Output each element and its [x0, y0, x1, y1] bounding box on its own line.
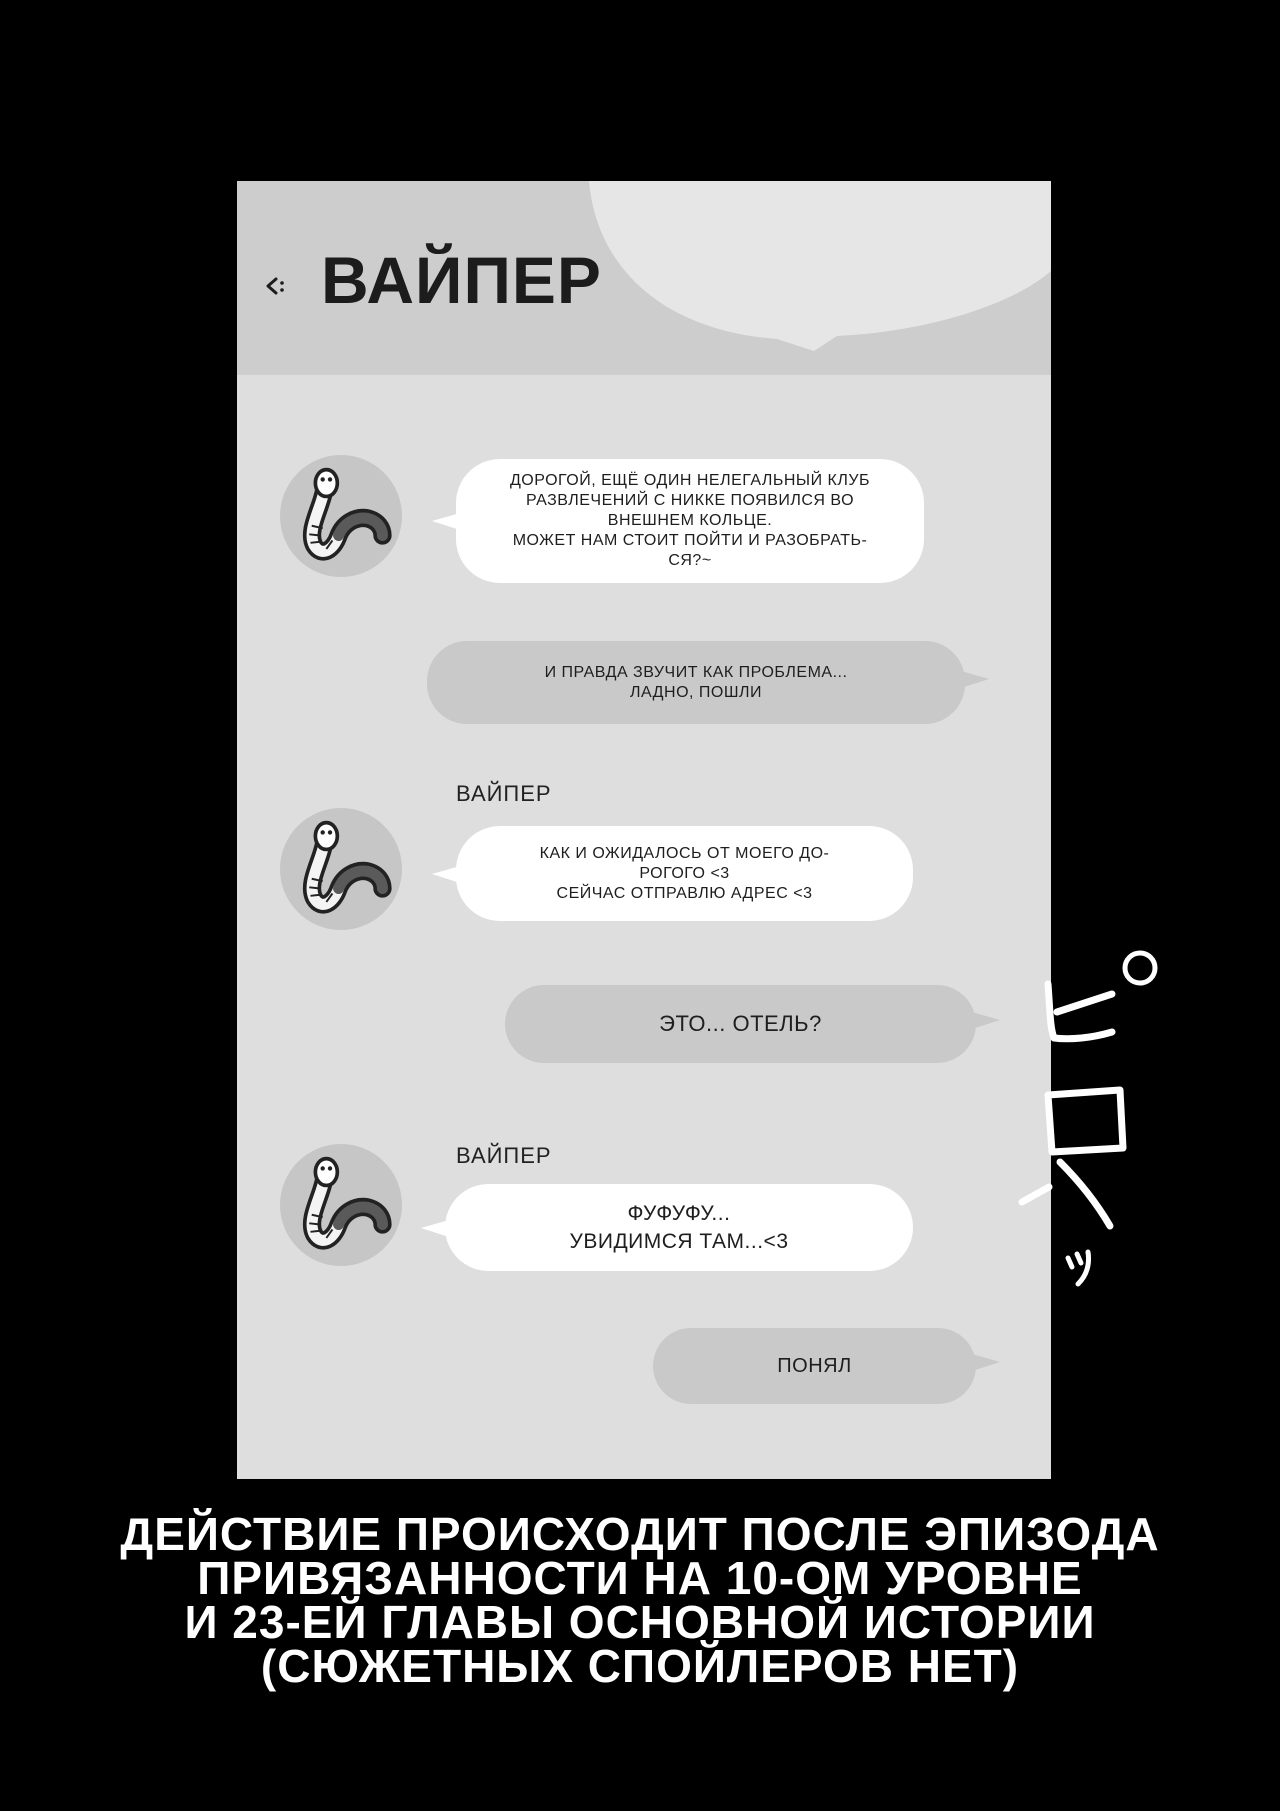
message-bubble-outgoing[interactable]	[505, 985, 976, 1063]
message-text-line: ЭТО... ОТЕЛЬ?	[659, 1011, 822, 1036]
chat-screen	[237, 181, 1051, 1479]
sender-name: ВАЙПЕР	[456, 781, 552, 806]
caption-line: (СЮЖЕТНЫХ СПОЙЛЕРОВ НЕТ)	[260, 1640, 1020, 1692]
message-text-line: ФУФУФУ...	[627, 1201, 731, 1225]
page-caption	[0, 1508, 1280, 1692]
message-text-line: УВИДИМСЯ ТАМ...<3	[569, 1229, 789, 1253]
caption-line: ДЕЙСТВИЕ ПРОИСХОДИТ ПОСЛЕ ЭПИЗОДА	[120, 1508, 1160, 1560]
message-text-line: ДОРОГОЙ, ЕЩЁ ОДИН НЕЛЕГАЛЬНЫЙ КЛУБ	[509, 472, 871, 489]
snake-avatar-icon[interactable]	[280, 808, 402, 930]
message-text-line: МОЖЕТ НАМ СТОИТ ПОЙТИ И РАЗОБРАТЬ-	[512, 532, 868, 549]
message-text-line: СЯ?~	[668, 552, 712, 569]
message-bubble-outgoing[interactable]	[653, 1328, 976, 1404]
caption-line: ПРИВЯЗАННОСТИ НА 10-ОМ УРОВНЕ	[197, 1552, 1083, 1604]
message-text-line: КАК И ОЖИДАЛОСЬ ОТ МОЕГО ДО-	[539, 844, 830, 862]
message-text-line: РОГОГО <3	[639, 864, 730, 882]
sound-effect-lettering	[1000, 940, 1180, 1300]
message-bubble-incoming[interactable]	[445, 1184, 913, 1271]
sender-name: ВАЙПЕР	[456, 1143, 552, 1168]
message-text-line: И ПРАВДА ЗВУЧИТ КАК ПРОБЛЕМА...	[544, 663, 848, 681]
caption-line: И 23-ЕЙ ГЛАВЫ ОСНОВНОЙ ИСТОРИИ	[184, 1596, 1096, 1648]
message-text-line: ПОНЯЛ	[777, 1355, 852, 1377]
chevron-left-icon[interactable]	[265, 273, 287, 299]
message-text-line: ВНЕШНЕМ КОЛЬЦЕ.	[607, 512, 773, 529]
snake-avatar-icon[interactable]	[280, 1144, 402, 1266]
message-text-line: РАЗВЛЕЧЕНИЙ С НИККЕ ПОЯВИЛСЯ ВО	[525, 492, 855, 509]
message-bubble-incoming[interactable]	[456, 459, 924, 583]
chat-header	[237, 181, 1051, 375]
message-bubble-outgoing[interactable]	[427, 641, 965, 724]
message-bubble-incoming[interactable]	[456, 826, 913, 921]
snake-avatar-icon[interactable]	[280, 455, 402, 577]
chat-title: ВАЙПЕР	[321, 243, 602, 317]
message-text-line: ЛАДНО, ПОШЛИ	[629, 683, 763, 701]
message-text-line: СЕЙЧАС ОТПРАВЛЮ АДРЕС <3	[556, 884, 813, 902]
